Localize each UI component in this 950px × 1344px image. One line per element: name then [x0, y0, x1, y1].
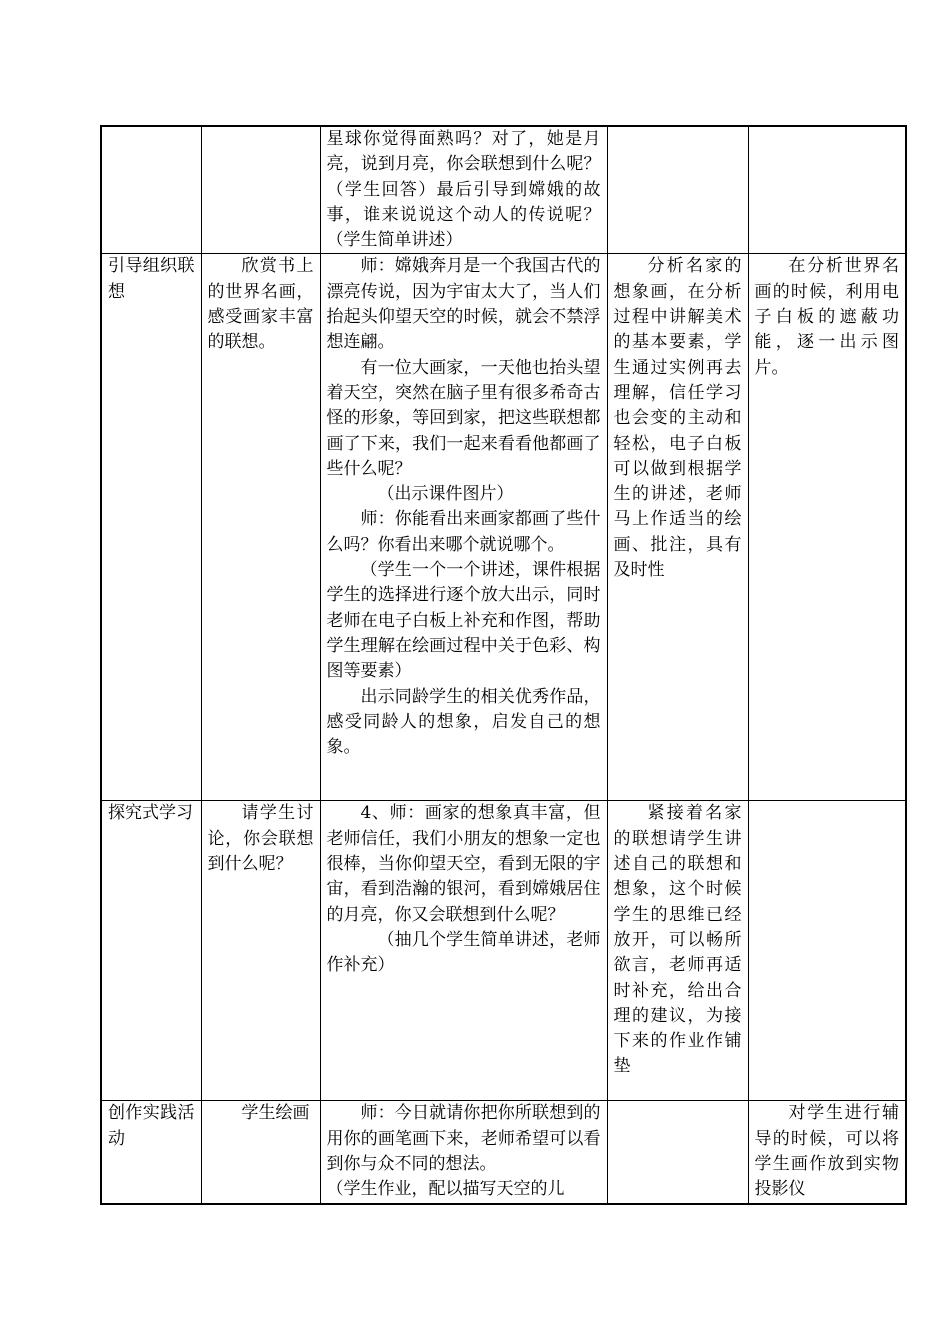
media-use-cell: 对学生进行辅导的时候，可以将学生画作放到实物投影仪	[748, 1101, 906, 1204]
stage-cell	[101, 126, 201, 254]
student-activity-cell: 学生绘画	[201, 1101, 320, 1204]
media-use-cell	[748, 801, 906, 1101]
teacher-activity-cell	[320, 254, 607, 801]
paragraph: （抽几个学生简单讲述，老师作补充）	[326, 929, 601, 976]
media-use-cell	[748, 126, 906, 254]
document-page	[100, 125, 907, 1205]
paragraph: 星球你觉得面熟吗？对了，她是月亮，说到月亮，你会联想到什么呢？（学生回答）最后引导到嫦娥的故事，谁来说说这个动人的传说呢？（学生简单讲述）	[326, 129, 601, 251]
paragraph: 出示同龄学生的相关优秀作品，感受同龄人的想象，启发自己的想象。	[326, 686, 601, 758]
teacher-activity-cell	[320, 126, 607, 254]
design-intent-cell	[607, 1101, 748, 1204]
paragraph: 师：嫦娥奔月是一个我国古代的漂亮传说，因为宇宙太大了，当人们抬起头仰望天空的时候，就会不禁浮想连翩。	[326, 256, 601, 353]
design-intent-cell: 分析名家的想象画，在分析过程中讲解美术的基本要素，学生通过实例再去理解，信任学习也会变的主动和轻松，电子白板可以做到根据学生的讲述，老师马上作适当的绘画、批注，具有及时性	[607, 254, 748, 801]
design-intent-cell	[607, 126, 748, 254]
student-activity-cell: 欣赏书上的世界名画，感受画家丰富的联想。	[201, 254, 320, 801]
teacher-activity-cell	[320, 801, 607, 1101]
paragraph: 师：你能看出来画家都画了些什么吗？你看出来哪个就说哪个。	[326, 509, 601, 555]
table-row	[101, 1101, 906, 1204]
student-activity-cell	[201, 126, 320, 254]
teacher-activity-cell	[320, 1101, 607, 1204]
stage-cell: 创作实践活动	[101, 1101, 201, 1204]
paragraph: 有一位大画家，一天他也抬头望着天空，突然在脑子里有很多希奇古怪的形象，等回到家，把这些联想都画了下来，我们一起来看看他都画了些什么呢？	[326, 357, 601, 479]
table-row	[101, 126, 906, 254]
paragraph: 4、师：画家的想象真丰富，但老师信任，我们小朋友的想象一定也很棒，当你仰望天空，看到无限的宇宙，看到浩瀚的银河，看到嫦娥居住的月亮，你又会联想到什么呢？	[326, 803, 601, 925]
paragraph: （出示课件图片）	[377, 484, 514, 505]
design-intent-cell: 紧接着名家的联想请学生讲述自己的联想和想象，这个时候学生的思维已经放开，可以畅所欲言，老师再适时补充，给出合理的建议，为接下来的作业作铺垫	[607, 801, 748, 1101]
table-row	[101, 254, 906, 801]
paragraph: （学生作业，配以描写天空的儿	[326, 1179, 565, 1200]
stage-cell: 探究式学习	[101, 801, 201, 1101]
student-activity-cell: 请学生讨论，你会联想到什么呢？	[201, 801, 320, 1101]
table-row	[101, 801, 906, 1101]
stage-cell: 引导组织联想	[101, 254, 201, 801]
paragraph: 师：今日就请你把你所联想到的用你的画笔画下来，老师希望可以看到你与众不同的想法。	[326, 1103, 601, 1175]
paragraph: （学生一个一个讲述，课件根据学生的选择进行逐个放大出示，同时老师在电子白板上补充和作图，帮助学生理解在绘画过程中关于色彩、构图等要素）	[326, 560, 601, 682]
media-use-cell: 在分析世界名画的时候，利用电子白板的遮蔽功能，逐一出示图片。	[748, 254, 906, 801]
lesson-plan-table	[100, 125, 907, 1205]
